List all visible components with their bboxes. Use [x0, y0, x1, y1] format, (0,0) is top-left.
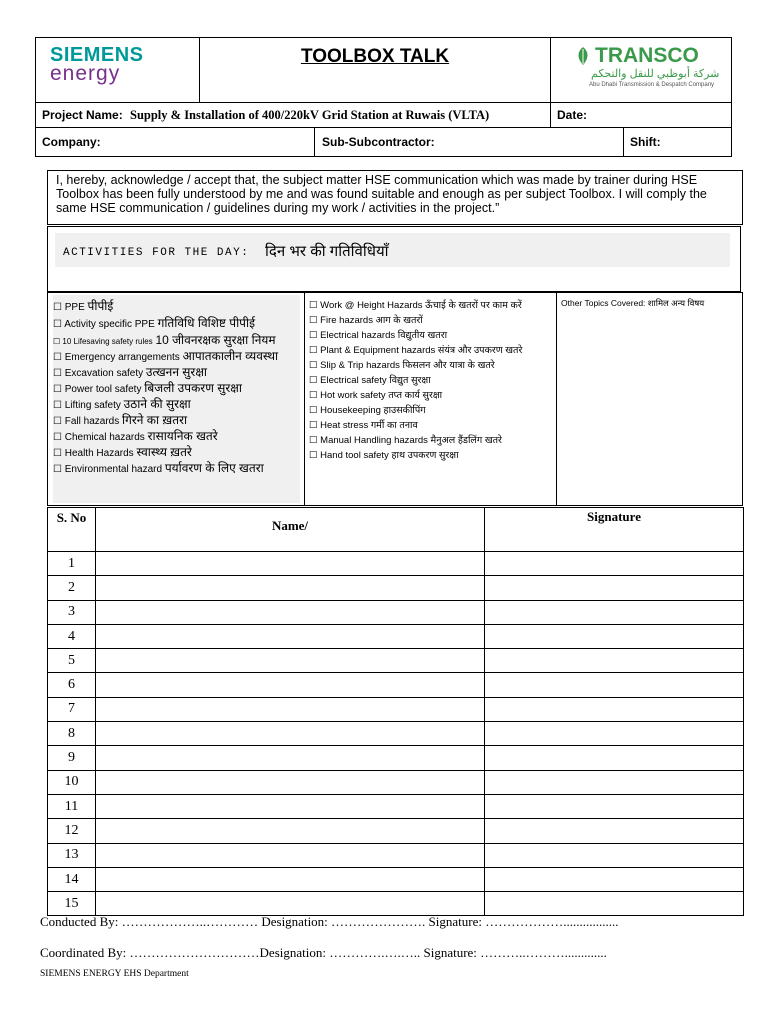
signature-cell[interactable] [485, 722, 744, 746]
activities-label-hindi: दिन भर की गतिविधियाँ [265, 243, 389, 260]
checklist-item[interactable]: ☐ Electrical safety विद्युत सुरक्षा [309, 375, 431, 386]
item-label: ☐ PPE [53, 302, 85, 313]
signature-cell[interactable] [485, 673, 744, 697]
checklist-item[interactable]: ☐ Hot work safety तप्त कार्य सुरक्षा [309, 390, 443, 401]
table-row [48, 722, 744, 746]
checklist-item[interactable] [53, 331, 276, 348]
company-label: Company: [42, 135, 101, 149]
name-cell[interactable] [96, 843, 485, 867]
checklist-item[interactable]: ☐ Slip & Trip hazards फिसलन और यात्रा के खतरे [309, 360, 495, 371]
divider [314, 128, 315, 156]
page-title: TOOLBOX TALK [300, 46, 450, 67]
divider [550, 103, 551, 127]
checklist-item[interactable] [53, 443, 192, 460]
name-cell[interactable] [96, 649, 485, 673]
table-row [48, 843, 744, 867]
item-label-hindi: पीपीई [87, 299, 114, 313]
name-cell[interactable] [96, 624, 485, 648]
other-topics-label: Other Topics Covered: शामिल अन्य विषय [561, 298, 705, 308]
item-label-hindi: गिरने का ख़तरा [122, 413, 188, 427]
name-cell[interactable] [96, 770, 485, 794]
item-label: ☐ Lifting safety [53, 400, 121, 411]
checklist-item[interactable] [53, 411, 187, 428]
checklist-item[interactable]: ☐ Heat stress गर्मी का तनाव [309, 420, 418, 431]
name-cell[interactable] [96, 600, 485, 624]
signature-cell[interactable] [485, 624, 744, 648]
table-body [48, 552, 744, 916]
checklist-item[interactable] [53, 314, 255, 331]
item-label: ☐ Health Hazards [53, 448, 134, 459]
date-label: Date: [557, 108, 588, 122]
project-value: Supply & Installation of 400/220kV Grid Station at Ruwais (VLTA) [130, 108, 490, 122]
checklist-item[interactable]: ☐ Hand tool safety हाथ उपकरण सुरक्षा [309, 450, 459, 461]
checklist-item[interactable] [53, 427, 218, 444]
signature-cell[interactable] [485, 843, 744, 867]
item-label: ☐ Environmental hazard [53, 464, 163, 475]
name-cell[interactable] [96, 819, 485, 843]
project-row [35, 103, 732, 128]
item-label-hindi: उठाने की सुरक्षा [123, 397, 191, 411]
transco-arabic: شركة أبوظبي للنقل والتحكم [591, 68, 720, 80]
signature-cell[interactable] [485, 576, 744, 600]
shift-label: Shift: [630, 135, 661, 149]
row-number: 5 [48, 649, 96, 673]
table-row [48, 697, 744, 721]
attendance-table [47, 507, 744, 916]
item-label-hindi: आपातकालीन व्यवस्था [182, 349, 279, 363]
checklist-item[interactable] [53, 379, 242, 396]
checklist-item[interactable] [53, 297, 113, 314]
signature-cell[interactable] [485, 746, 744, 770]
row-number: 12 [48, 819, 96, 843]
activities-field[interactable] [55, 233, 730, 267]
name-cell[interactable] [96, 867, 485, 891]
transco-leaf-icon [575, 46, 591, 66]
row-number: 15 [48, 892, 96, 916]
row-number: 4 [48, 624, 96, 648]
table-row [48, 770, 744, 794]
col-name-header: Name/ [96, 508, 485, 552]
signature-cell[interactable] [485, 867, 744, 891]
row-number: 6 [48, 673, 96, 697]
checklist-column-a [53, 295, 300, 503]
name-cell[interactable] [96, 794, 485, 818]
checklist-item[interactable]: ☐ Manual Handling hazards मैनुअल हैंडलिंग खतरे [309, 435, 502, 446]
col-sno-header: S. No [48, 508, 96, 552]
checklist-item[interactable]: ☐ Electrical hazards विद्युतीय खतरा [309, 330, 448, 341]
item-label-hindi: रासायनिक खतरे [147, 429, 218, 443]
item-label-hindi: उत्खनन सुरक्षा [145, 365, 208, 379]
row-number: 1 [48, 552, 96, 576]
siemens-logo [36, 38, 200, 102]
activities-label: ACTIVITIES FOR THE DAY: [63, 247, 250, 259]
table-row [48, 867, 744, 891]
checklist-item[interactable] [53, 363, 207, 380]
table-row [48, 552, 744, 576]
signature-cell[interactable] [485, 552, 744, 576]
signature-cell[interactable] [485, 819, 744, 843]
table-row [48, 649, 744, 673]
divider [623, 128, 624, 156]
coordinated-by-line: Coordinated By: …………………………Designation: ………….….….. Signature: ………..………............. [40, 945, 607, 960]
checklist-item[interactable]: ☐ Fire hazards आग के खतरों [309, 315, 423, 326]
signature-cell[interactable] [485, 600, 744, 624]
item-label: ☐ Activity specific PPE [53, 319, 155, 330]
siemens-logo-line2: energy [50, 62, 121, 85]
item-label-hindi: बिजली उपकरण सुरक्षा [144, 381, 242, 395]
conducted-by-line: Conducted By: ………………..………… Designation: …………………. Signature: ………………................. [40, 914, 619, 929]
company-row [35, 128, 732, 157]
transco-name: TRANSCO [595, 44, 699, 67]
checklist-item[interactable] [53, 395, 191, 412]
checklist-item[interactable]: ☐ Work @ Height Hazards ऊँचाई के खतरों पर काम करें [309, 300, 522, 311]
row-number: 11 [48, 794, 96, 818]
col-signature-header: Signature [485, 508, 744, 552]
item-label-hindi: स्वास्थ्य ख़तरे [136, 445, 192, 459]
checklist-item[interactable]: ☐ Housekeeping हाउसकीपिंग [309, 405, 426, 416]
table-row [48, 576, 744, 600]
signature-cell[interactable] [485, 770, 744, 794]
row-number: 10 [48, 770, 96, 794]
row-number: 7 [48, 697, 96, 721]
item-label: ☐ Emergency arrangements [53, 352, 180, 363]
name-cell[interactable] [96, 697, 485, 721]
name-cell[interactable] [96, 552, 485, 576]
name-cell[interactable] [96, 576, 485, 600]
row-number: 3 [48, 600, 96, 624]
checklist-column-b [304, 293, 557, 505]
table-row [48, 794, 744, 818]
row-number: 13 [48, 843, 96, 867]
subcontractor-label: Sub-Subcontractor: [322, 135, 435, 149]
name-cell[interactable] [96, 892, 485, 916]
row-number: 14 [48, 867, 96, 891]
signature-cell[interactable] [485, 697, 744, 721]
table-row [48, 892, 744, 916]
topics-checklist [47, 292, 743, 506]
table-row [48, 819, 744, 843]
item-label: ☐ 10 Lifesaving safety rules [53, 337, 153, 346]
header [35, 37, 732, 103]
item-label: ☐ Fall hazards [53, 416, 120, 427]
checklist-item[interactable] [53, 347, 278, 364]
row-number: 2 [48, 576, 96, 600]
activities-section [47, 226, 741, 292]
transco-logo [550, 38, 731, 102]
checklist-item[interactable]: ☐ Plant & Equipment hazards संयंत्र और उपकरण खतरे [309, 345, 523, 356]
checklist-item[interactable] [53, 459, 264, 476]
name-cell[interactable] [96, 746, 485, 770]
table-row [48, 624, 744, 648]
item-label-hindi: पर्यावरण के लिए खतरा [164, 461, 264, 475]
table-row [48, 746, 744, 770]
item-label-hindi: गतिविधि विशिष्ट पीपीई [157, 316, 255, 330]
signature-cell[interactable] [485, 794, 744, 818]
table-header-row [48, 508, 744, 552]
transco-subtitle: Abu Dhabi Transmission & Despatch Company [589, 82, 715, 88]
row-number: 8 [48, 722, 96, 746]
signature-cell[interactable] [485, 892, 744, 916]
item-label: ☐ Power tool safety [53, 384, 142, 395]
row-number: 9 [48, 746, 96, 770]
project-label: Project Name: [42, 108, 123, 122]
signature-cell[interactable] [485, 649, 744, 673]
table-row [48, 673, 744, 697]
siemens-logo-line1: SIEMENS [50, 44, 144, 66]
item-label-hindi: 10 जीवनरक्षक सुरक्षा नियम [155, 333, 276, 347]
name-cell[interactable] [96, 722, 485, 746]
table-row [48, 600, 744, 624]
declaration-text: I, hereby, acknowledge / accept that, the subject matter HSE communication which was made by trainer during HSE Toolbox has been fully understood by me and was found suitable and enough as per subject Toolbox. I will comply the same HSE communication / guidelines during my work / activities in the project.” [47, 170, 743, 225]
item-label: ☐ Excavation safety [53, 368, 144, 379]
name-cell[interactable] [96, 673, 485, 697]
item-label: ☐ Chemical hazards [53, 432, 145, 443]
department-label: SIEMENS ENERGY EHS Department [40, 969, 189, 979]
